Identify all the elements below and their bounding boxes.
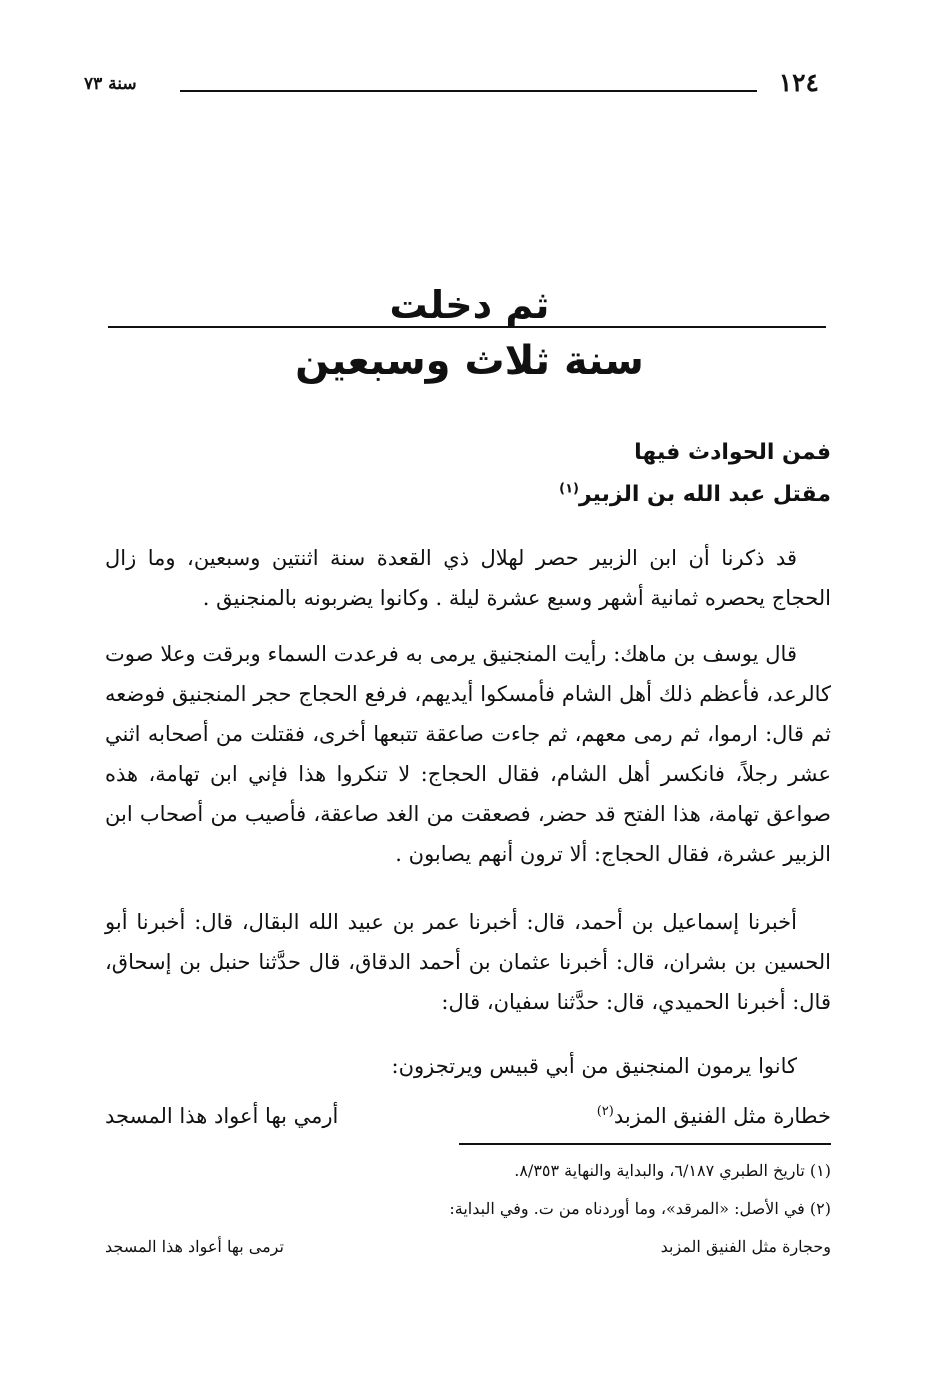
footnote-verse-hemistich-2: ترمى بها أعواد هذا المسجد <box>105 1237 284 1256</box>
footnote-ref-2: (٢) <box>596 1104 614 1119</box>
paragraph-1-text: قد ذكرنا أن ابن الزبير حصر لهلال ذي القعدة سنة اثنتين وسبعين، وما زال الحجاج يحصره ثمانية أشهر وسبع عشرة ليلة . وكانوا يضربونه بالمنجنيق . <box>105 546 831 610</box>
paragraph-3 <box>105 902 831 1022</box>
chapter-title-line-1: ثم دخلت <box>389 283 550 327</box>
verse-line <box>105 1096 831 1140</box>
footnote-verse <box>105 1232 831 1264</box>
section-heading-events <box>109 436 831 470</box>
title-divider <box>108 326 826 328</box>
footnote-2: (٢) في الأصل: «المرقد»، وما أوردناه من ت. وفي البداية: <box>449 1199 831 1218</box>
paragraph-1 <box>105 538 831 618</box>
section-heading-events-text: فمن الحوادث فيها <box>634 440 831 465</box>
running-head: سنة ٧٣ <box>84 74 137 94</box>
paragraph-4-text: كانوا يرمون المنجنيق من أبي قبيس ويرتجزون: <box>391 1054 797 1078</box>
page-number: ١٢٤ <box>778 68 819 97</box>
footnote-rule <box>459 1143 831 1145</box>
header-rule <box>180 90 757 92</box>
verse-hemistich-2: أرمي بها أعواد هذا المسجد <box>105 1104 339 1128</box>
chapter-title-line-2: سنة ثلاث وسبعين <box>295 338 644 384</box>
verse-hemistich-1 <box>597 1096 831 1136</box>
paragraph-4 <box>105 1046 831 1086</box>
section-heading-killing-text: مقتل عبد الله بن الزبير <box>578 482 831 507</box>
page-header <box>84 66 819 102</box>
section-heading-killing <box>109 478 831 512</box>
paragraph-3-text: أخبرنا إسماعيل بن أحمد، قال: أخبرنا عمر بن عبيد الله البقال، قال: أخبرنا أبو الحسين بن بشران، قال: أخبرنا عثمان بن أحمد الدقاق، قال حدَّثنا حنبل بن إسحاق، قال: أخبرنا الحميدي، قال: حدَّثنا سفيان، قال: <box>105 910 831 1014</box>
footnote-1: (١) تاريخ الطبري ٦/١٨٧، والبداية والنهاية ٨/٣٥٣. <box>514 1161 831 1180</box>
paragraph-2 <box>105 634 831 874</box>
footnote-ref-1: (١) <box>559 481 579 497</box>
paragraph-2-text: قال يوسف بن ماهك: رأيت المنجنيق يرمى به فرعدت السماء وبرقت وعلا صوت كالرعد، فأعظم ذلك أهل الشام فأمسكوا أيديهم، فرفع الحجاج حجر المنجنيق فوضعه ثم قال: ارموا، ثم رمى معهم، ثم جاءت صاعقة تتبعها أخرى، فقتلت من أصحابه اثني عشر رجلاً، فانكسر أهل الشام، فقال الحجاج: لا تنكروا هذا فإني ابن تهامة، هذه صواعق تهامة، هذا الفتح قد حضر، فصعقت من الغد صاعقة، فأصيب من أصحاب ابن الزبير عشرة، فقال الحجاج: ألا ترون أنهم يصابون . <box>105 642 831 866</box>
footnote-verse-hemistich-1: وحجارة مثل الفنيق المزبد <box>660 1237 831 1256</box>
verse-hemistich-1-text: خطارة مثل الفنيق المزبد <box>613 1104 831 1128</box>
